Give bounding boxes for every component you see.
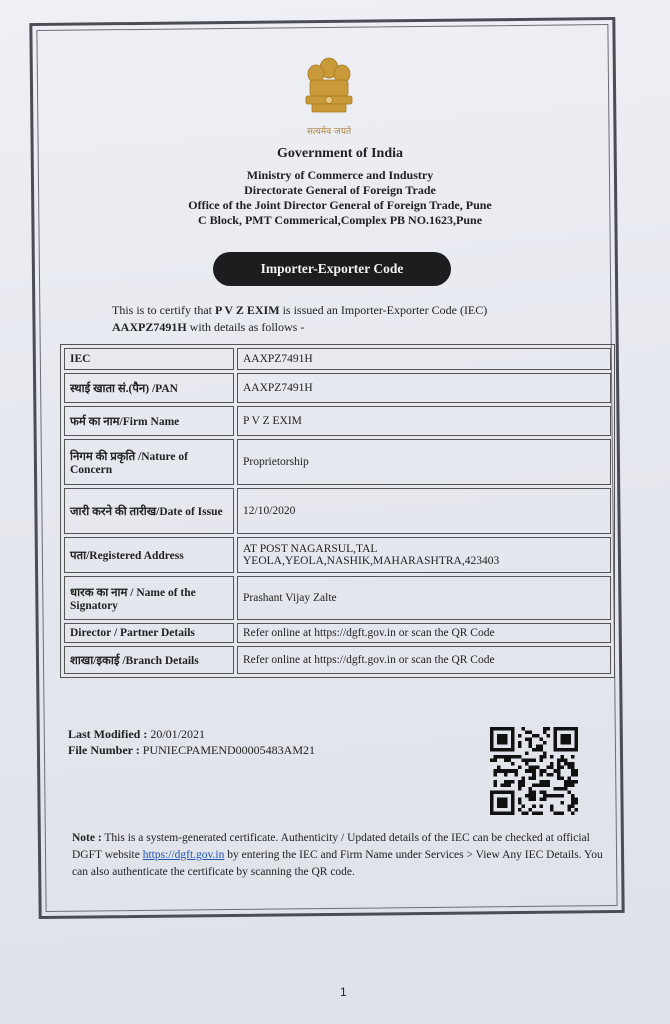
row-label: शाखा/इकाई /Branch Details: [64, 646, 234, 674]
row-label: IEC: [64, 348, 234, 370]
certification-statement: This is to certify that P V Z EXIM is issued an Importer-Exporter Code (IEC) AAXPZ7491H with details as follows -: [112, 303, 488, 334]
government-title: Government of India: [277, 146, 403, 161]
footer-note: Note : This is a system-generated certificate. Authenticity / Updated details of the IEC can be checked at official DGFT website https://dgft.gov.in by entering the IEC and Firm Name under Services > View Any IEC Details. You can also authenticate the certificate by scanning the QR code.: [72, 832, 603, 878]
row-value: P V Z EXIM: [237, 406, 611, 436]
row-label: स्थाई खाता सं.(पैन) /PAN: [64, 373, 234, 403]
row-value: AAXPZ7491H: [237, 348, 611, 370]
row-label: पता/Registered Address: [64, 537, 234, 573]
row-label: निगम की प्रकृति /Nature of Concern: [64, 439, 234, 485]
row-value: AAXPZ7491H: [237, 373, 611, 403]
row-value: Prashant Vijay Zalte: [237, 576, 611, 620]
row-value: AT POST NAGARSUL,TAL YEOLA,YEOLA,NASHIK,MAHARASHTRA,423403: [237, 537, 611, 573]
table-row: [64, 576, 611, 620]
row-label: Director / Partner Details: [64, 623, 234, 643]
row-label: फर्म का नाम/Firm Name: [64, 406, 234, 436]
details-table: [60, 344, 615, 678]
page-number: 1: [340, 985, 347, 999]
table-row: [64, 439, 611, 485]
office-line: Office of the Joint Director General of Foreign Trade, Pune: [188, 198, 492, 212]
national-emblem-icon: [296, 50, 362, 142]
table-row: [64, 646, 611, 674]
row-value: Proprietorship: [237, 439, 611, 485]
dgft-website-link[interactable]: https://dgft.gov.in: [142, 849, 225, 861]
firm-name: P V Z EXIM: [214, 303, 280, 317]
row-label: धारक का नाम / Name of the Signatory: [64, 576, 234, 620]
iec-code: AAXPZ7491H: [112, 320, 187, 334]
file-metadata: [68, 726, 315, 758]
document-title: Importer-Exporter Code: [213, 252, 451, 286]
table-row: [64, 406, 611, 436]
directorate-line: Directorate General of Foreign Trade: [244, 183, 436, 197]
row-value: Refer online at https://dgft.gov.in or scan the QR Code: [237, 623, 611, 643]
row-value: 12/10/2020: [237, 488, 611, 534]
table-row: [64, 373, 611, 403]
office-address-block: [140, 168, 540, 228]
table-row: [64, 537, 611, 573]
row-label: जारी करने की तारीख/Date of Issue: [64, 488, 234, 534]
file-number: File Number : PUNIECPAMEND00005483AM21: [68, 743, 316, 757]
ministry-line: Ministry of Commerce and Industry: [246, 168, 434, 182]
table-row: [64, 488, 611, 534]
last-modified: Last Modified : 20/01/2021: [68, 727, 206, 741]
row-value: Refer online at https://dgft.gov.in or scan the QR Code: [237, 646, 611, 674]
table-row: [64, 348, 611, 370]
table-row: [64, 623, 611, 643]
qr-code-icon[interactable]: [490, 727, 578, 815]
emblem-motto: सत्यमेव जयते: [306, 127, 352, 137]
address-line: C Block, PMT Commerical,Complex PB NO.1623,Pune: [197, 213, 483, 227]
